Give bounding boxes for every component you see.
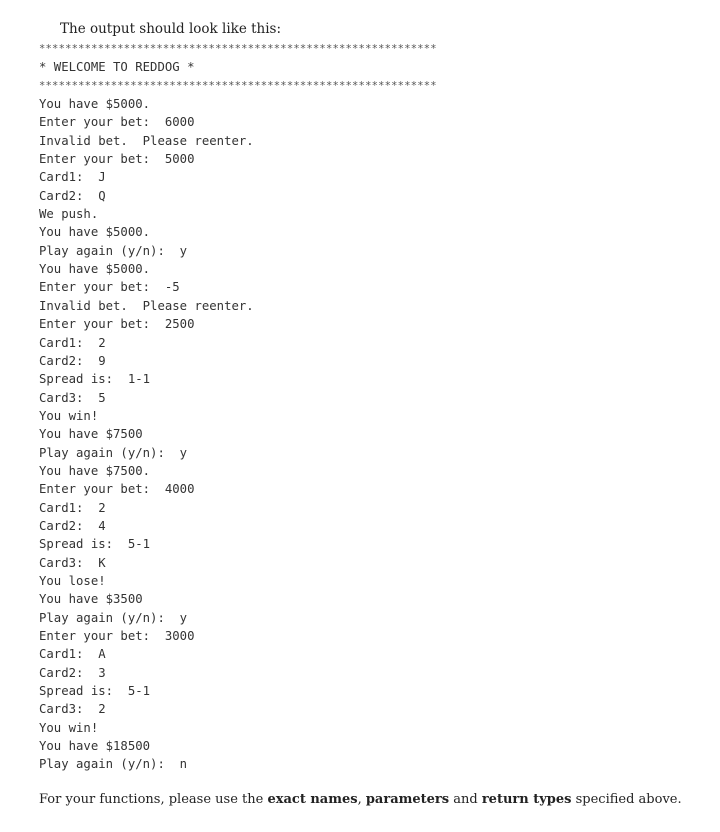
intro-text: The output should look like this: [60,21,282,37]
footer-sep2: and [449,792,482,807]
console-output [39,40,437,774]
console-line: You win! [39,720,99,735]
console-line: You have $7500. [39,463,151,478]
console-line: You have $3500 [39,592,143,607]
console-border-top: ************************************************************* [39,43,437,55]
console-line: Enter your bet: 2500 [39,317,195,332]
console-line: Card2: Q [39,188,106,203]
console-border-bottom: ************************************************************* [39,79,437,92]
console-line: Enter your bet: 4000 [39,482,195,497]
console-line: Card3: 5 [39,390,106,405]
console-line: Spread is: 1-1 [39,372,151,387]
footer-sep1: , [357,792,366,807]
console-line: Enter your bet: 5000 [39,152,195,167]
console-line: You have $5000. [39,97,151,112]
console-line: You have $5000. [39,262,151,277]
console-banner: * WELCOME TO REDDOG * [39,60,195,75]
console-line: Spread is: 5-1 [39,537,151,552]
footer-bold-return-types: return types [481,792,572,807]
console-line: Spread is: 5-1 [39,684,151,699]
footer-suffix: specified above. [571,792,682,807]
console-line: Card2: 4 [39,518,106,533]
console-line: You have $5000. [39,225,151,240]
footer-bold-parameters: parameters [365,792,450,807]
console-line: You have $7500 [39,427,143,442]
console-line: You win! [39,408,99,423]
console-line: Invalid bet. Please reenter. [39,133,254,148]
console-line: Enter your bet: -5 [39,280,180,295]
console-line: Enter your bet: 3000 [39,629,195,643]
console-line: Card3: 2 [39,702,106,717]
console-line: Card2: 3 [39,665,106,680]
console-line: Card1: 2 [39,335,106,350]
footer-prefix: For your functions, please use the [39,792,268,807]
console-line: Card1: J [39,170,106,185]
console-line: You lose! [39,573,106,588]
console-line: Card3: K [39,555,106,570]
console-line: We push. [39,207,99,222]
footer-bold-exact-names: exact names [267,792,358,807]
console-line: Card1: 2 [39,500,106,515]
console-line: Play again (y/n): y [39,610,188,625]
console-line: You have $18500 [39,739,151,754]
console-line: Invalid bet. Please reenter. [39,298,254,313]
console-line: Play again (y/n): n [39,757,188,772]
console-line: Enter your bet: 6000 [39,115,195,130]
footer-note [39,792,682,807]
console-line: Play again (y/n): y [39,243,188,258]
console-line: Card2: 9 [39,353,106,368]
console-line: Card1: A [39,647,106,662]
console-line: Play again (y/n): y [39,445,188,460]
